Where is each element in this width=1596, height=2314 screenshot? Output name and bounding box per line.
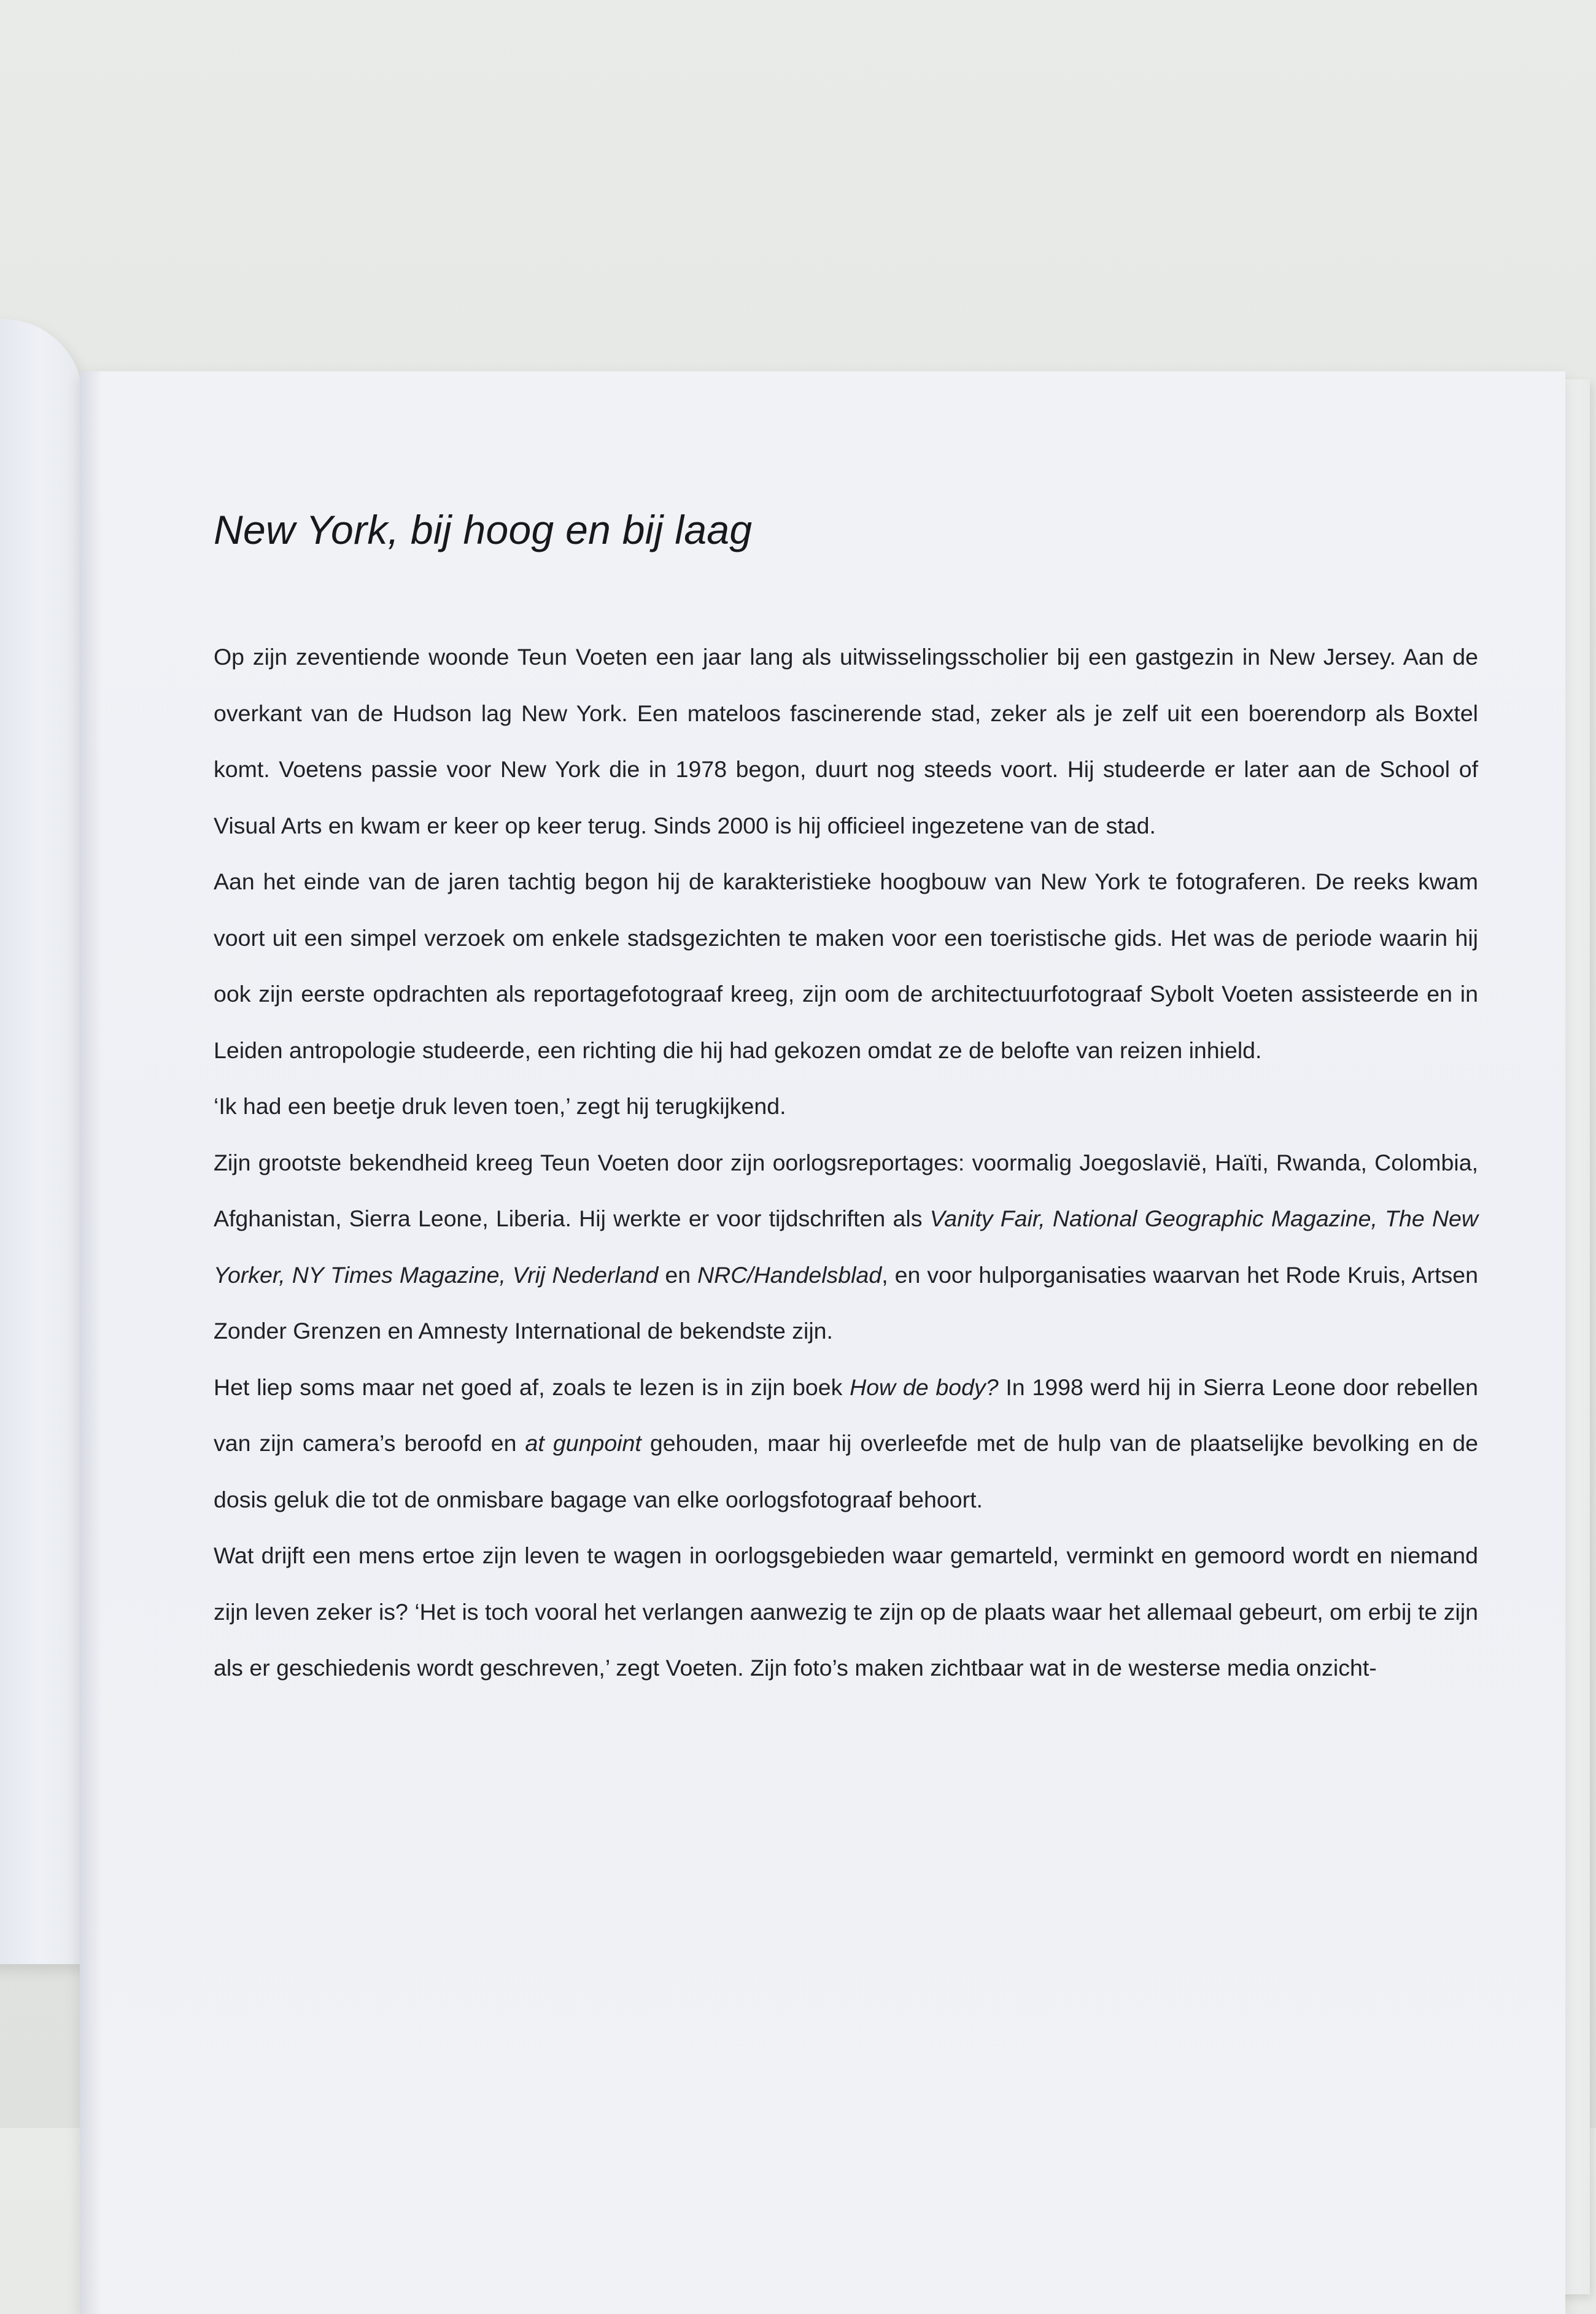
paragraph-5: [214, 1360, 1478, 1528]
page-gutter-shadow: [80, 371, 102, 2314]
paragraph-5-text: In 1998 werd hij in Sierra Leone door rebellen van zijn camera’s beroofd en: [214, 1374, 1478, 1456]
book-title: How de body?: [850, 1374, 999, 1400]
paragraph-4-text: en: [658, 1261, 698, 1288]
paragraph-6: Wat drijft een mens ertoe zijn leven te wagen in oorlogsgebieden waar gemarteld, verminkt en gemoord wordt en niemand zijn leven zeker is? ‘Het is toch vooral het verlangen aanwezig te zijn op de plaats waar het allemaal gebeurt, om erbij te zijn als er geschiedenis wordt geschreven,’ zegt Voeten. Zijn foto’s maken zichtbaar wat in de westerse media onzicht-: [214, 1542, 1478, 1681]
paragraph-3: ‘Ik had een beetje druk leven toen,’ zegt hij terugkijkend.: [214, 1093, 786, 1119]
paragraph-4-text: , en voor hulporganisaties waarvan het Rode Kruis, Artsen Zonder Grenzen en Amnesty International de bekendste zijn.: [214, 1261, 1478, 1344]
page-title: New York, bij hoog en bij laag: [214, 507, 753, 552]
left-page-edge: [0, 319, 83, 1964]
paragraph-4: [214, 1135, 1478, 1360]
book-page: [80, 371, 1565, 2314]
paragraph-5-text: gehouden, maar hij overleefde met de hulp van de plaatselijke bevolking en de dosis geluk die tot de onmisbare bagage van elke oorlogsfotograaf behoort.: [214, 1430, 1479, 1512]
paragraph-1: Op zijn zeventiende woonde Teun Voeten een jaar lang als uitwisselingsscholier bij een gastgezin in New Jersey. Aan de overkant van de Hudson lag New York. Een mateloos fascinerende stad, zeker als je zelf uit een boerendorp als Boxtel komt. Voetens passie voor New York die in 1978 begon, duurt nog steeds voort. Hij studeerde er later aan de School of Visual Arts en kwam er keer op keer terug. Sinds 2000 is hij officieel ingezetene van de stad.: [214, 644, 1478, 838]
article-body: [214, 629, 1478, 1697]
paragraph-5-text: Het liep soms maar net goed af, zoals te lezen is in zijn boek: [214, 1374, 850, 1400]
magazine-titles: Vanity Fair, National Geographic Magazine, The New Yorker, NY Times Magazine, Vrij Nederland: [214, 1205, 1478, 1288]
paragraph-4-text: Zijn grootste bekendheid kreeg Teun Voeten door zijn oorlogsreportages: voormalig Joegoslavië, Haïti, Rwanda, Colombia, Afghanistan, Sierra Leone, Liberia. Hij werkte er voor tijdschriften als: [214, 1149, 1478, 1231]
newspaper-title: NRC/Handelsblad: [697, 1261, 882, 1288]
paragraph-2: Aan het einde van de jaren tachtig begon hij de karakteristieke hoogbouw van New York te fotograferen. De reeks kwam voort uit een simpel verzoek om enkele stadsgezichten te maken voor een toeristische gids. Het was de periode waarin hij ook zijn eerste opdrachten als reportagefotograaf kreeg, zijn oom de architectuurfotograaf Sybolt Voeten assisteerde en in Leiden antropologie studeerde, een richting die hij had gekozen omdat ze de belofte van reizen inhield.: [214, 869, 1478, 1063]
italic-phrase: at gunpoint: [525, 1430, 641, 1456]
